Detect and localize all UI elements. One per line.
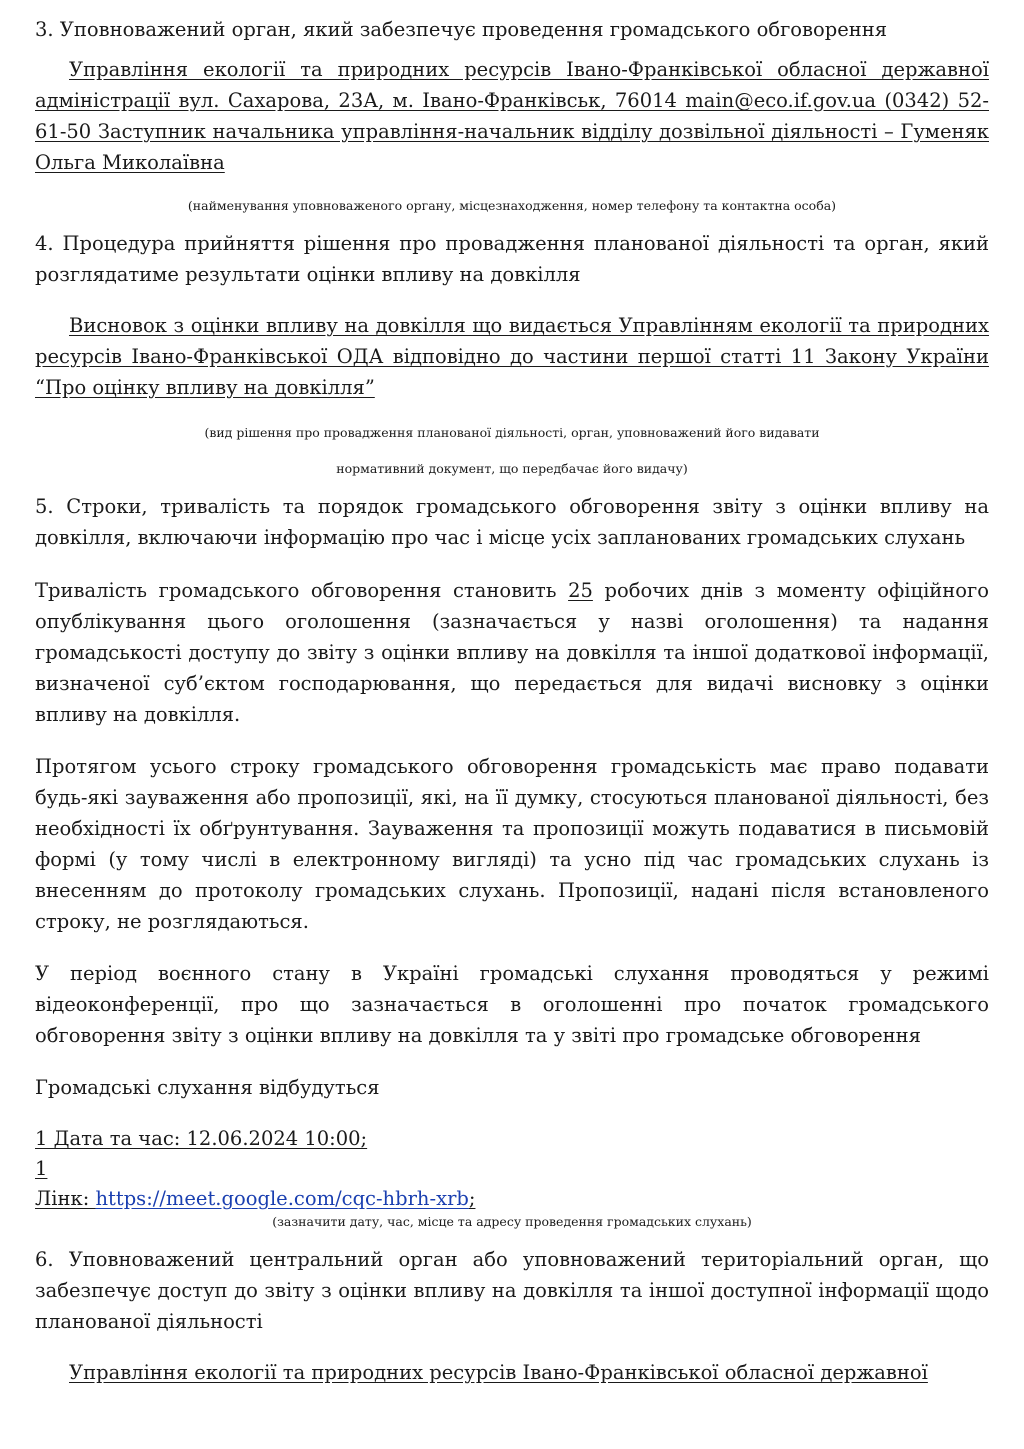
section-3-authority-details: Управління екології та природних ресурсів Івано-Франківської обласної державної адміністрації вул. Сахарова, 23А, м. Івано-Франківськ, 76014 main@eco.if.gov.ua (0342) 52-61-50 Заступник начальника управління-начальник відділу дозвільної діяльності – Гуменяк Ольга Миколаївна: [35, 58, 989, 174]
section-5-heading: 5. Строки, тривалість та порядок громадського обговорення звіту з оцінки впливу на довкілля, включаючи інформацію про час і місце усіх запланованих громадських слухань: [35, 495, 989, 549]
section-6-authority-details: Управління екології та природних ресурсів Івано-Франківської обласної державної: [69, 1361, 928, 1384]
duration-text-after: робочих днів з моменту офіційного опублікування цього оголошення (зазначається у назві оголошення) та надання громадськості доступу до звіту з оцінки впливу на довкілля та іншої додаткової інформації, визначеної суб’єктом господарювання, що передається для видачі висновку з оцінки впливу на довкілля.: [35, 579, 989, 726]
section-6-heading: 6. Уповноважений центральний орган або уповноважений територіальний орган, що забезпечує доступ до звіту з оцінки впливу на довкілля та іншої доступної інформації щодо планованої діяльності: [35, 1248, 989, 1333]
section-3-heading: 3. Уповноважений орган, який забезпечує проведення громадського обговорення: [35, 18, 888, 41]
hearing-link-line: [35, 1184, 989, 1214]
section-5-martial-law-paragraph: У період воєнного стану в Україні громадські слухання проводяться у режимі відеоконференції, про що зазначається в оголошенні про початок громадського обговорення звіту з оцінки впливу на довкілля та у звіті про громадське обговорення: [35, 962, 989, 1047]
hearing-link-suffix: ;: [468, 1187, 476, 1210]
section-3-caption: (найменування уповноваженого органу, місцезнаходження, номер телефону та контактна особа): [187, 198, 837, 213]
section-4-decision-details: Висновок з оцінки впливу на довкілля що видається Управлінням екології та природних ресурсів Івано-Франківської ОДА відповідно до частини першої статті 11 Закону України “Про оцінку впливу на довкілля”: [35, 314, 989, 399]
hearing-date-time: 1 Дата та час: 12.06.2024 10:00;: [35, 1127, 368, 1150]
section-5-rights-paragraph: Протягом усього строку громадського обговорення громадськість має право подавати будь-які зауваження або пропозиції, які, на її думку, стосуються планованої діяльності, без необхідності їх обґрунтування. Зауваження та пропозиції можуть подаватися в письмовій формі (у тому числі в електронному вигляді) та усно під час громадських слухань із внесенням до протоколу громадських слухань. Пропозиції, надані після встановленого строку, не розглядаються.: [35, 755, 989, 933]
hearing-number: 1: [35, 1157, 48, 1180]
section-4-heading: 4. Процедура прийняття рішення про провадження планованої діяльності та орган, який розглядатиме результати оцінки впливу на довкілля: [35, 232, 989, 286]
section-4-caption-line-2: нормативний документ, що передбачає його видачу): [336, 461, 688, 476]
document-page: [35, 14, 989, 1388]
hearing-link-label: Лінк:: [35, 1187, 96, 1210]
hearing-meet-link[interactable]: https://meet.google.com/cqc-hbrh-xrb: [95, 1187, 469, 1210]
duration-days-value: 25: [568, 579, 593, 602]
section-4-caption-line-1: (вид рішення про провадження планованої діяльності, орган, уповноважений його видавати: [204, 425, 820, 440]
section-5-duration-paragraph: [35, 575, 989, 730]
hearings-intro: Громадські слухання відбудуться: [35, 1076, 380, 1099]
duration-text-before: Тривалість громадського обговорення становить: [35, 579, 569, 602]
section-5-hearing-caption: (зазначити дату, час, місце та адресу проведення громадських слухань): [272, 1214, 752, 1229]
